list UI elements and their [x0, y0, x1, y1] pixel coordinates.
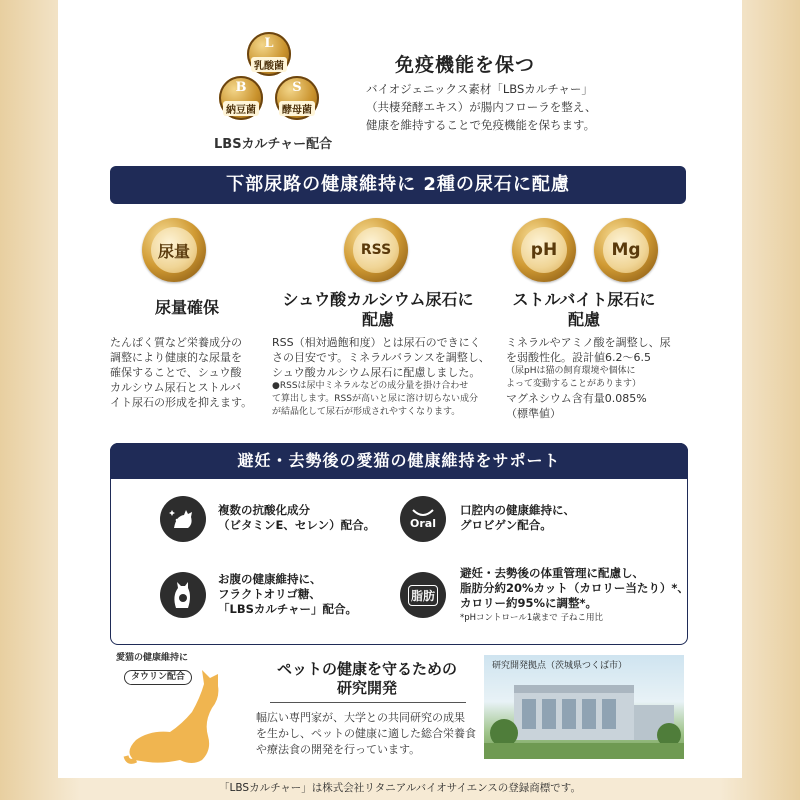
support-line: 口腔内の健康維持に、 [460, 503, 575, 517]
support-line: 「LBSカルチャー」配合。 [218, 602, 358, 616]
support-line: （ビタミンE、セレン）配合。 [218, 518, 376, 532]
immune-title: 免疫機能を保つ [395, 54, 536, 76]
section-note: が結晶化して尿石が形成されやすくなります。 [272, 407, 461, 417]
research-title-line: 研究開発 [336, 679, 397, 697]
lbs-label: 納豆菌 [223, 101, 259, 116]
research-line: 幅広い専門家が、大学との共同研究の成果 [256, 711, 465, 724]
immune-line: （共棲発酵エキス）が腸内フローラを整え、 [366, 100, 597, 114]
taurine-heading: 愛猫の健康維持に [116, 653, 189, 663]
rss-icon [344, 218, 408, 282]
immune-line: 健康を維持することで免疫機能を保ちます。 [366, 118, 596, 132]
section-text-urine [110, 335, 252, 410]
section-title-line: シュウ酸カルシウム尿石に [282, 290, 474, 309]
immune-line: バイオジェニックス素材「LBSカルチャー」 [366, 82, 593, 96]
support-text-belly [218, 572, 357, 617]
support-line: 避妊・去勢後の体重管理に配慮し、 [460, 566, 644, 580]
section-line: ミネラルやアミノ酸を調整し、尿 [506, 336, 671, 349]
support-line: フラクトオリゴ糖、 [218, 587, 321, 601]
oral-icon-label: Oral [410, 517, 436, 530]
ph-icon [512, 218, 576, 282]
support-line: 脂肪分約20%カット（カロリー当たり）*、 [460, 581, 689, 595]
section-line: 確保することで、シュウ酸 [110, 366, 242, 379]
section-note: て算出します。RSSが高いと尿に溶け切らない成分 [272, 394, 478, 404]
lbs-circle-s [275, 76, 319, 120]
lbs-label: 酵母菌 [279, 101, 315, 116]
support-line: 複数の抗酸化成分 [218, 503, 310, 517]
lbs-caption: LBSカルチャー配合 [214, 137, 333, 152]
taurine-badge: タウリン配合 [124, 670, 192, 685]
research-divider [270, 702, 466, 703]
fat-icon-label: 脂肪 [408, 585, 438, 606]
ph-icon-label: pH [530, 240, 558, 260]
trademark-footer: 「LBSカルチャー」は株式会社リタニアルバイオサイエンスの登録商標です。 [219, 782, 581, 794]
cat-belly-icon [160, 572, 206, 618]
support-text-weight [460, 566, 689, 626]
section-line: たんぱく質など栄養成分の [110, 336, 242, 349]
section-text-struvite [506, 335, 671, 421]
section-line: （標準値） [506, 407, 561, 420]
cat-illustration [122, 660, 262, 770]
mg-icon [594, 218, 658, 282]
section-title-line: 配慮 [361, 310, 394, 329]
section-title-line: 配慮 [567, 310, 600, 329]
section-line: シュウ酸カルシウム尿石に配慮しました。 [272, 366, 481, 379]
section-note: よって変動することがあります） [506, 379, 642, 389]
lbs-circle-l [247, 32, 291, 76]
section-note: （尿pHは猫の飼育環境や個体に [506, 366, 636, 376]
fat-icon [400, 572, 446, 618]
urine-volume-icon [142, 218, 206, 282]
section-line: を弱酸性化。設計値6.2〜6.5 [506, 351, 651, 364]
support-text-oral [460, 503, 575, 533]
research-line: を生かし、ペットの健康に適した総合栄養食 [256, 727, 476, 740]
research-title [260, 660, 474, 698]
section-line: RSS（相対過飽和度）とは尿石のできにく [272, 336, 481, 349]
research-title-line: ペットの健康を守るための [276, 660, 457, 678]
research-line: や療法食の開発を行っています。 [256, 743, 421, 756]
mg-icon-label: Mg [611, 240, 641, 260]
support-banner: 避妊・去勢後の愛猫の健康維持をサポート [110, 443, 688, 479]
urinary-banner: 下部尿路の健康維持に 2種の尿石に配慮 [110, 166, 686, 204]
section-note: ●RSSは尿中ミネラルなどの成分量を掛け合わせ [272, 381, 469, 391]
section-title-line: ストルバイト尿石に [512, 290, 656, 309]
section-line: マグネシウム含有量0.085% [506, 392, 647, 405]
lbs-letter: B [235, 80, 247, 95]
urine-volume-icon-label: 尿量 [157, 241, 190, 261]
section-line: さの目安です。ミネラルバランスを調整し、 [272, 351, 490, 364]
cat-sparkle-icon [160, 496, 206, 542]
support-text-antioxidant [218, 503, 375, 533]
oral-icon [400, 496, 446, 542]
support-line: カロリー約95%に調整*。 [460, 596, 598, 610]
immune-text [366, 80, 596, 134]
section-title-urine [112, 298, 262, 318]
lbs-circle-b [219, 76, 263, 120]
lbs-emblem [205, 30, 335, 126]
section-title-struvite [490, 290, 678, 330]
lbs-label: 乳酸菌 [251, 57, 287, 72]
research-text [256, 710, 476, 758]
research-facility-photo [484, 655, 684, 759]
section-line: 調整により健康的な尿量を [110, 351, 242, 364]
section-text-oxalate [272, 335, 490, 419]
lbs-letter: L [264, 36, 274, 51]
section-line: イト尿石の形成を抑えます。 [110, 396, 253, 409]
cat-belly-icon-glyph [166, 578, 200, 612]
section-line: カルシウム尿石とストルバ [110, 381, 241, 394]
lbs-letter: S [292, 80, 302, 95]
section-title-oxalate [268, 290, 488, 330]
photo-caption: 研究開発拠点（茨城県つくば市） [492, 661, 628, 671]
cat-sparkle-icon-glyph [166, 502, 200, 536]
section-title-line: 尿量確保 [154, 298, 219, 317]
rss-icon-label: RSS [360, 242, 392, 258]
support-line: グロビゲン配合。 [460, 518, 552, 532]
support-line: お腹の健康維持に、 [218, 572, 322, 586]
support-note: *pHコントロール1歳まで 子ねこ用比 [460, 613, 603, 623]
